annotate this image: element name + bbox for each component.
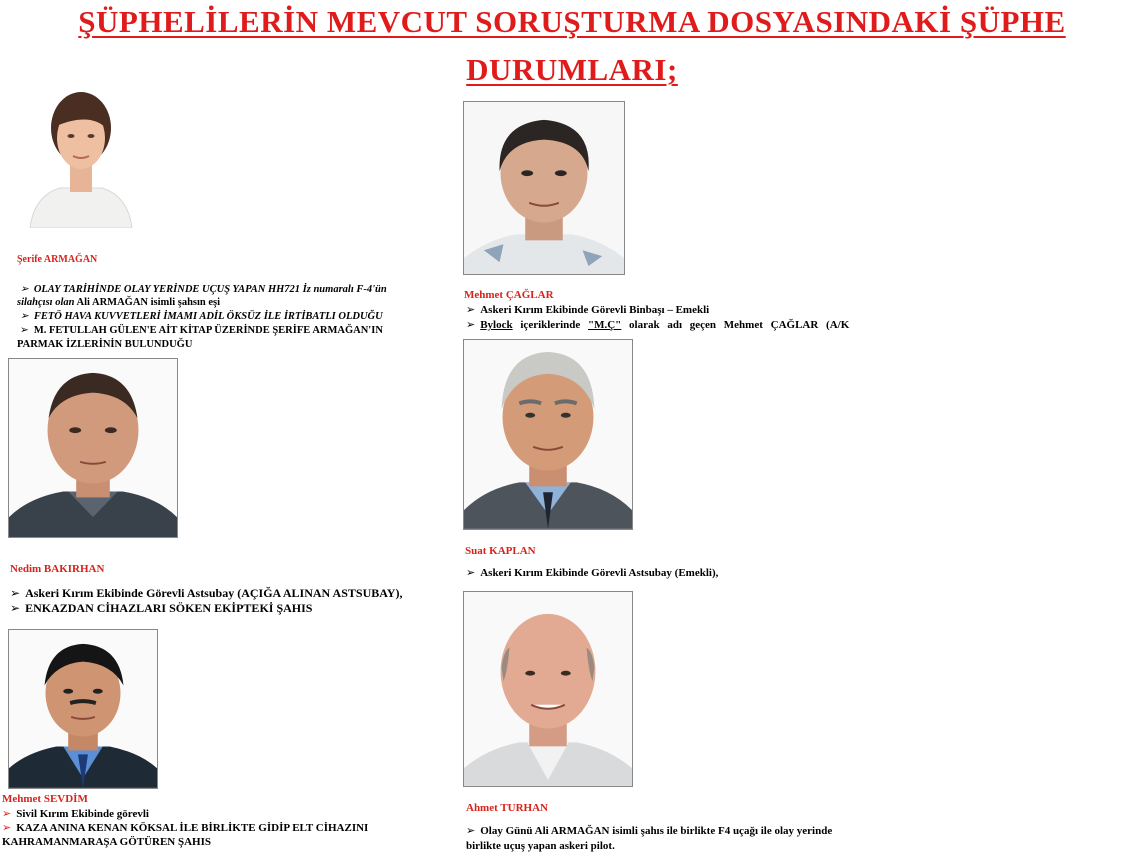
portrait-woman-icon [20, 68, 142, 228]
suspect-name-serife: Şerife ARMAĞAN [17, 254, 98, 265]
suspect-name-caglar: Mehmet ÇAĞLAR [464, 289, 554, 301]
bullet-arrow-icon: ➢ [10, 586, 21, 600]
bullet-arrow-icon: ➢ [10, 601, 21, 615]
serife-point-1-text: OLAY TARİHİNDE OLAY YERİNDE UÇUŞ YAPAN HH721 İz numaralı F-4'ün [33, 284, 387, 295]
suspect-name-nedim: Nedim BAKIRHAN [10, 563, 105, 575]
nedim-bakirhan-photo [8, 358, 178, 538]
kaplan-point-1-text: Askeri Kırım Ekibinde Görevli Astsubay (Emekli), [480, 567, 719, 579]
caglar-point-2-text-b: olarak adı geçen Mehmet ÇAĞLAR (A/K [629, 319, 850, 331]
serife-point-1-line-1 [20, 283, 387, 296]
bylock-term: Bylock [480, 319, 513, 331]
caglar-point-2 [466, 319, 849, 332]
page-title-line-1: ŞÜPHELİLERİN MEVCUT SORUŞTURMA DOSYASINDAKİ ŞÜPHE [78, 4, 1066, 39]
bullet-arrow-icon: ➢ [20, 325, 29, 336]
nedim-point-2-text: ENKAZDAN CİHAZLARI SÖKEN EKİPTEKİ ŞAHIS [25, 601, 313, 615]
serife-point-3-line-2: PARMAK İZLERİNİN BULUNDUĞU [17, 339, 193, 350]
sevdim-point-2-line-2: KAHRAMANMARAŞA GÖTÜREN ŞAHIS [2, 836, 212, 848]
suspect-name-kaplan: Suat KAPLAN [465, 545, 536, 557]
sevdim-point-2-line-1 [2, 822, 368, 835]
serife-point-3-text: M. FETULLAH GÜLEN'E AİT KİTAP ÜZERİNDE ŞERİFE ARMAĞAN'IN [33, 325, 383, 336]
bullet-arrow-icon: ➢ [20, 284, 29, 295]
page-title-line-2: DURUMLARI; [466, 52, 678, 87]
sevdim-point-1 [2, 808, 149, 821]
turhan-point-1 [466, 825, 832, 838]
serife-point-2 [20, 310, 383, 323]
portrait-man-icon [9, 630, 157, 788]
bullet-arrow-icon: ➢ [2, 808, 12, 820]
suspect-name-sevdim: Mehmet SEVDİM [2, 793, 88, 805]
portrait-man-icon [464, 592, 632, 786]
portrait-man-icon [464, 340, 632, 529]
bullet-arrow-icon: ➢ [466, 567, 476, 579]
caglar-point-1-text: Askeri Kırım Ekibinde Görevli Binbaşı – Emekli [480, 304, 710, 316]
serife-point-1-spouse: Ali ARMAĞAN isimli şahsın eşi [76, 297, 221, 308]
bullet-arrow-icon: ➢ [466, 825, 476, 837]
nedim-point-1-text: Askeri Kırım Ekibinde Görevli Astsubay (AÇIĞA ALINAN ASTSUBAY), [25, 586, 403, 600]
suat-kaplan-photo [463, 339, 633, 530]
portrait-man-icon [9, 359, 177, 537]
serife-point-1-line-2 [17, 296, 220, 309]
serife-point-1-continued: silahçısı olan [17, 297, 75, 308]
serife-point-3-line-1 [20, 324, 383, 337]
caglar-point-2-text-a: içeriklerinde [520, 319, 581, 331]
portrait-man-icon [464, 102, 624, 274]
nedim-point-2 [10, 602, 312, 615]
serife-point-2-text: FETÖ HAVA KUVVETLERİ İMAMI ADİL ÖKSÜZ İLE İRTİBATLI OLDUĞU [33, 311, 383, 322]
nedim-point-1 [10, 587, 402, 600]
bullet-arrow-icon: ➢ [466, 304, 476, 316]
bullet-arrow-icon: ➢ [2, 822, 12, 834]
suspect-name-turhan: Ahmet TURHAN [466, 802, 548, 814]
bullet-arrow-icon: ➢ [20, 311, 29, 322]
sevdim-point-2-text: KAZA ANINA KENAN KÖKSAL İLE BİRLİKTE GİDİP ELT CİHAZINI [16, 822, 369, 834]
ahmet-turhan-photo [463, 591, 633, 787]
mc-code: "M.Ç" [588, 319, 622, 331]
turhan-point-1-text: Olay Günü Ali ARMAĞAN isimli şahıs ile birlikte F4 uçağı ile olay yerinde [480, 825, 833, 837]
bullet-arrow-icon: ➢ [466, 319, 476, 331]
sevdim-point-1-text: Sivil Kırım Ekibinde görevli [16, 808, 149, 820]
turhan-point-1-continued: birlikte uçuş yapan askeri pilot. [466, 840, 615, 852]
serife-armagan-photo [20, 68, 142, 228]
caglar-point-1 [466, 304, 709, 317]
mehmet-caglar-photo [463, 101, 625, 275]
kaplan-point-1 [466, 567, 718, 580]
mehmet-sevdim-photo [8, 629, 158, 789]
